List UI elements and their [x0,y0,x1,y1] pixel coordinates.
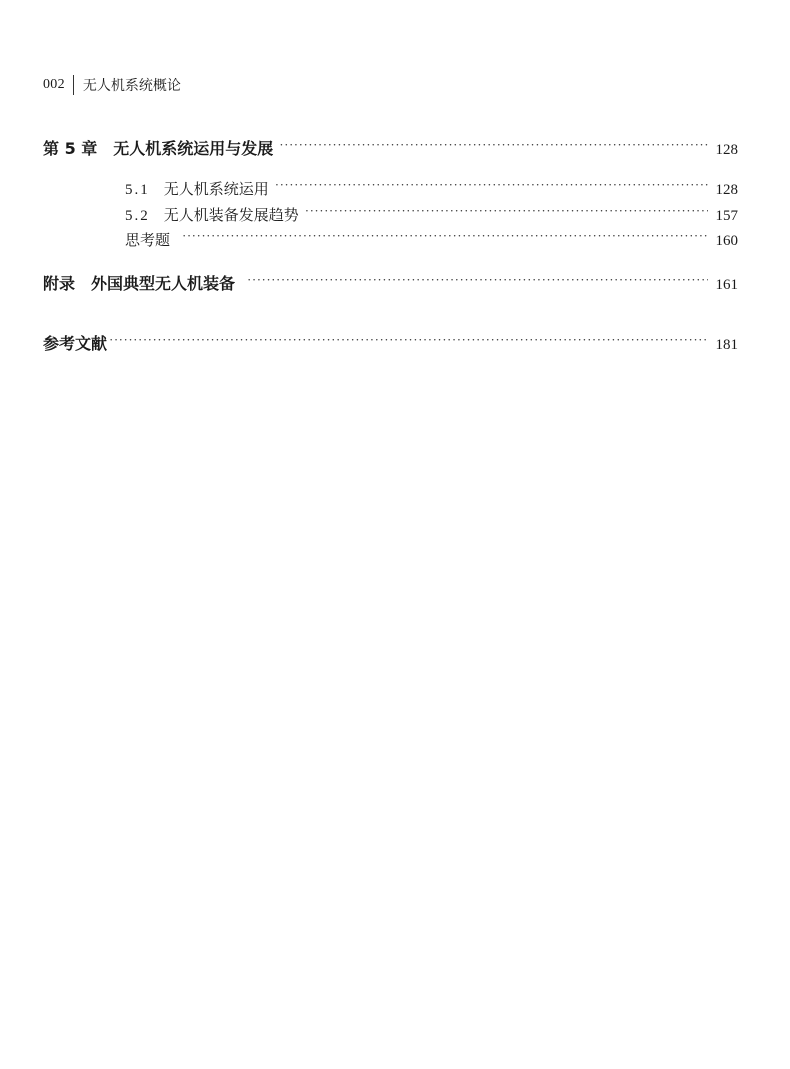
chapter-title: 无人机系统运用与发展 [113,139,274,158]
toc-entry-section-5-1[interactable] [125,178,738,199]
dot-leader [279,138,707,154]
toc-page-number: 128 [715,182,738,198]
section-number: 5.2 [125,208,150,224]
section-title: 无人机装备发展趋势 [163,206,299,224]
toc-page-number: 160 [715,233,738,249]
references-title: 参考文献 [43,334,108,353]
chapter-number: 第 5 章 [43,139,98,158]
toc-entry-questions[interactable] [125,229,738,250]
header-divider [73,75,74,95]
running-header [43,74,181,96]
section-title: 思考题 [125,231,171,249]
toc-page-number: 161 [715,277,738,293]
toc-entry-label [125,229,170,250]
page-number: 002 [43,77,65,92]
dot-leader [305,204,708,220]
dot-leader [109,333,707,349]
toc-page-number: 157 [715,208,738,224]
dot-leader [182,229,707,245]
section-number: 5.1 [125,182,150,198]
toc-page-number: 128 [715,142,738,158]
section-title: 无人机系统运用 [163,180,269,198]
toc-entry-label [125,178,269,199]
toc-entry-label [43,136,273,159]
toc-entry-label [43,331,107,354]
toc-entry-references[interactable] [43,331,738,354]
toc-entry-appendix[interactable] [43,271,738,294]
book-title: 无人机系统概论 [82,78,181,94]
toc-entry-label [125,204,299,225]
toc-page-number: 181 [715,337,738,353]
appendix-label: 附录 [43,274,76,293]
toc-entry-label [43,271,235,294]
toc-entry-chapter-5[interactable] [43,136,738,159]
appendix-title: 外国典型无人机装备 [91,274,236,293]
toc-entry-section-5-2[interactable] [125,204,738,225]
dot-leader [275,178,708,194]
dot-leader [247,273,707,289]
